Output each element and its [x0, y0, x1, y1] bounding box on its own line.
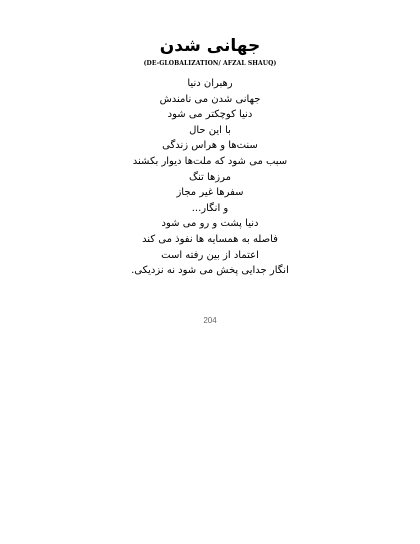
page-number: 204 — [203, 316, 217, 325]
poem-title: جهانی شدن — [159, 36, 261, 56]
poem-line: جهانی شدن می نامندش — [159, 93, 261, 105]
poem-subtitle: (DE-GLOBALIZATION/ AFZAL SHAUQ) — [143, 60, 277, 67]
poem-line: رهبران دنیا — [187, 78, 233, 89]
poem-line: دنیا پشت و رو می شود — [161, 218, 259, 230]
poem-body — [0, 76, 420, 279]
poem-line: سنت‌ها و هراس زندگی — [162, 140, 258, 152]
poem-line: و انگار... — [191, 202, 229, 214]
poem-line: مرزها تنگ — [189, 171, 231, 183]
poem-line: دنیا کوچکتر می شود — [167, 109, 253, 121]
poem-line: سبب می شود که ملت‌ها دیوار بکشند — [132, 155, 288, 167]
poem-line: انگار جدایی پخش می شود نه نزدیکی. — [131, 265, 289, 277]
poem-line: سفرها غیر مجاز — [176, 187, 244, 199]
poem-line: اعتماد از بین رفته است — [161, 249, 259, 261]
poem-line: فاصله به همسایه ها نفوذ می کند — [142, 233, 278, 245]
poem-line: با این حال — [189, 124, 231, 136]
